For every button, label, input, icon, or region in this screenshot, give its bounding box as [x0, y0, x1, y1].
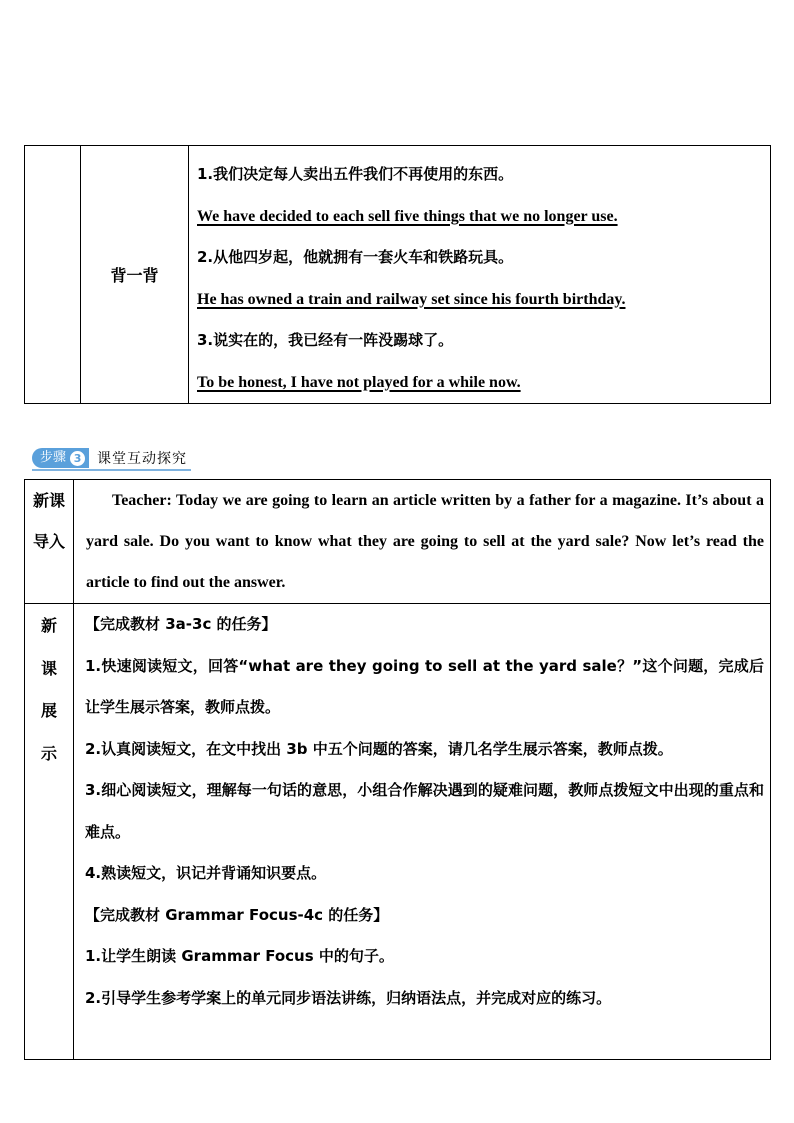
step-prefix: 步骤	[40, 450, 67, 465]
step-title: 课堂互动探究	[97, 451, 188, 467]
display-label-char-1: 新	[40, 616, 57, 635]
task-heading-1: 【完成教材 3a-3c 的任务】	[85, 615, 277, 633]
memorize-content	[189, 146, 771, 404]
memorize-label: 背一背	[81, 146, 189, 404]
task-item-2: 2.认真阅读短文，在文中找出 3b 中五个问题的答案，请几名学生展示答案，教师点拨。	[85, 739, 673, 758]
memorize-cn-1: 1.我们决定每人卖出五件我们不再使用的东西。	[197, 165, 514, 183]
display-label-char-4: 示	[40, 743, 57, 763]
grammar-item-1: 1.让学生朗读 Grammar Focus 中的句子。	[85, 947, 394, 965]
step-header	[32, 447, 191, 471]
memorize-en-3: To be honest, I have not played for a while now.	[197, 373, 521, 391]
intro-content	[74, 480, 771, 604]
step-number: 3	[70, 451, 85, 466]
intro-label	[25, 480, 74, 604]
empty-cell	[25, 146, 81, 404]
intro-text: Teacher: Today we are going to learn an article written by a father for a magazine. It’s about a yard sale. Do you want to know what they are going to sell at the yard sale? Now let’s read the article to find out the answer.	[86, 492, 764, 591]
display-label-char-2: 课	[40, 658, 57, 678]
task-item-4: 4.熟读短文，识记并背诵知识要点。	[85, 864, 327, 882]
memorize-table	[24, 145, 771, 404]
task-item-3: 3.细心阅读短文，理解每一句话的意思，小组合作解决遇到的疑难问题，教师点拨短文中出现的重点和难点。	[85, 781, 764, 841]
memorize-cn-3: 3.说实在的，我已经有一阵没踢球了。	[197, 331, 454, 349]
intro-label-line2: 导入	[32, 532, 65, 551]
display-label-char-3: 展	[40, 701, 57, 720]
task-item-1: 1.快速阅读短文，回答“what are they going to sell at the yard sale？”这个问题，完成后让学生展示答案，教师点拨。	[85, 656, 764, 716]
memorize-cn-2: 2.从他四岁起，他就拥有一套火车和铁路玩具。	[197, 248, 514, 266]
memorize-en-1: We have decided to each sell five things that we no longer use.	[197, 207, 618, 225]
grammar-item-2: 2.引导学生参考学案上的单元同步语法讲练，归纳语法点，并完成对应的练习。	[85, 988, 612, 1007]
memorize-en-2: He has owned a train and railway set since his fourth birthday.	[197, 290, 626, 308]
task-heading-2: 【完成教材 Grammar Focus-4c 的任务】	[85, 905, 389, 924]
intro-label-line1: 新课	[32, 491, 65, 510]
display-label	[25, 604, 74, 1060]
display-content	[74, 604, 771, 1060]
step-badge	[32, 448, 89, 468]
lesson-table	[24, 479, 771, 1060]
